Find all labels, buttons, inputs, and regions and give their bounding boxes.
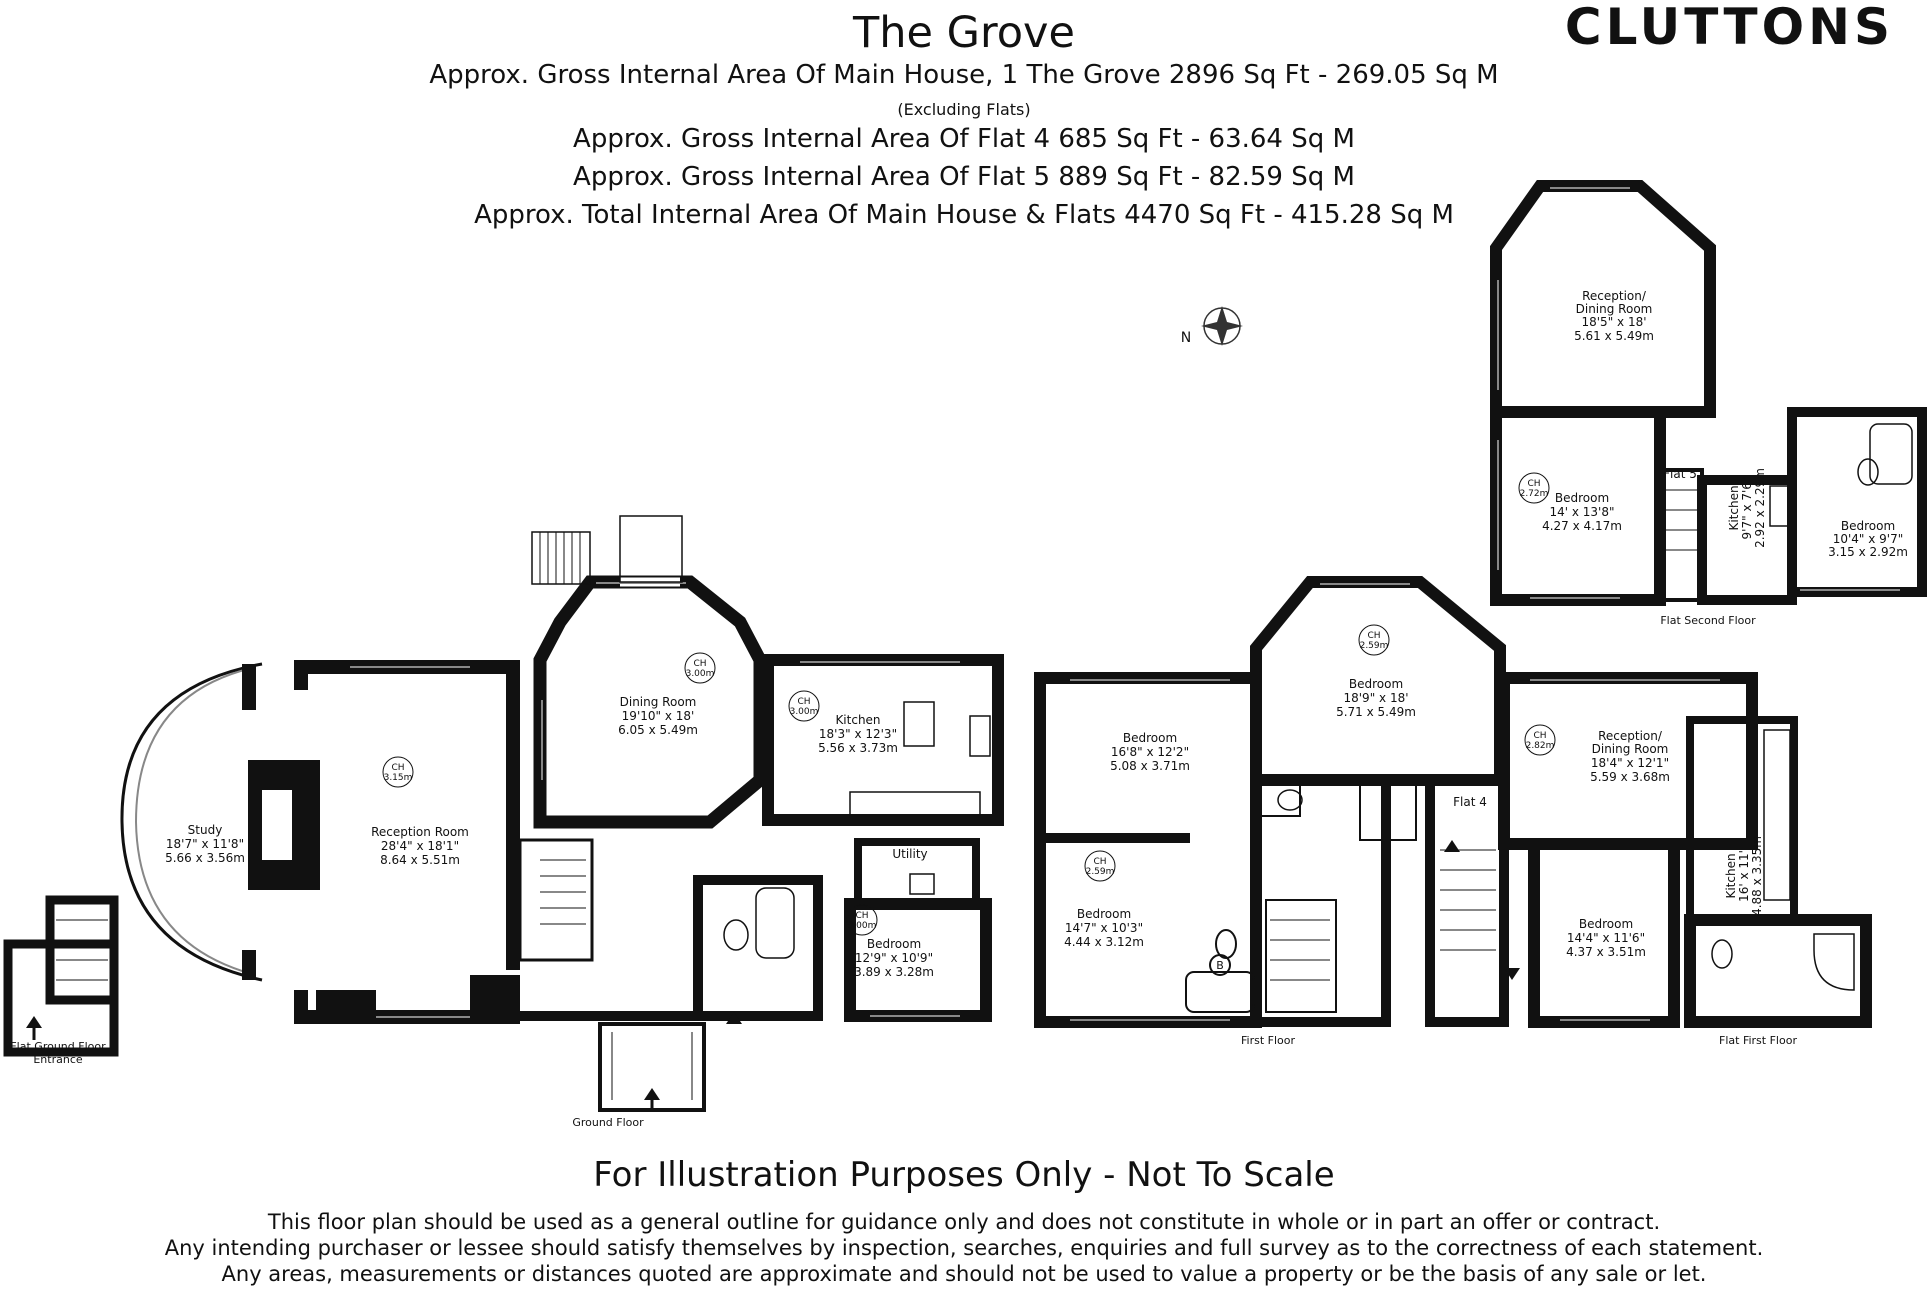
boiler-marker: B	[1216, 959, 1224, 972]
bed2-first-ceiling-height: 2.59m	[1359, 641, 1389, 651]
room-kit-f4-metric: 4.88 x 3.35m	[1750, 836, 1764, 916]
bed-f5a-ceiling-height: 2.72m	[1519, 489, 1549, 499]
ch-prefix: CH	[797, 697, 811, 707]
room-rec-f4-name: Reception/	[1598, 729, 1662, 743]
main-house-area: Approx. Gross Internal Area Of Main House, 1 The Grove 2896 Sq Ft - 269.05 Sq M	[429, 60, 1499, 90]
room-bed1-first-name: Bedroom	[1122, 731, 1178, 745]
ch-prefix: CH	[1093, 857, 1107, 867]
ground-floor-plan	[8, 516, 998, 1110]
room-kitchen-metric: 5.56 x 3.73m	[818, 741, 898, 755]
room-bed1-first-imperial: 16'8" x 12'2"	[1110, 745, 1190, 759]
room-bed2-first-name: Bedroom	[1348, 677, 1404, 691]
ch-prefix: CH	[693, 659, 707, 669]
flat5-area: Approx. Gross Internal Area Of Flat 5 889 Sq Ft - 82.59 Sq M	[573, 162, 1355, 192]
cluttons-logo: CLUTTONS	[1564, 0, 1894, 56]
room-bed3-first-metric: 4.44 x 3.12m	[1064, 935, 1144, 949]
room-study-metric: 5.66 x 3.56m	[165, 851, 245, 865]
room-bed-f5a-name: Bedroom	[1554, 491, 1610, 505]
room-rec-f5-imperial: 18'5" x 18'	[1581, 315, 1647, 329]
disclaimer-headline: For Illustration Purposes Only - Not To Scale	[593, 1155, 1335, 1195]
room-bed-f5b-name: Bedroom	[1840, 519, 1896, 533]
room-kit-f5-imperial: 9'7" x 7'6"	[1740, 476, 1754, 540]
room-reception-name: Reception Room	[371, 825, 469, 839]
room-utility-name: Utility	[892, 847, 928, 861]
compass-icon	[1181, 306, 1243, 346]
room-kitchen-name: Kitchen	[835, 713, 881, 727]
room-rec-f4-metric: 5.59 x 3.68m	[1590, 770, 1670, 784]
room-reception-imperial: 28'4" x 18'1"	[380, 839, 460, 853]
flat4-area: Approx. Gross Internal Area Of Flat 4 685 Sq Ft - 63.64 Sq M	[573, 124, 1355, 154]
room-kit-f4-imperial: 16' x 11'	[1737, 850, 1751, 902]
room-bed3-first-imperial: 14'7" x 10'3"	[1064, 921, 1144, 935]
dining-ceiling-height: 3.00m	[685, 669, 715, 679]
room-bed-f4-name: Bedroom	[1578, 917, 1634, 931]
reception-ceiling-height: 3.15m	[383, 773, 413, 783]
disclaimer-line-3: Any areas, measurements or distances quoted are approximate and should not be used to value a property or be the basis of any sale or let.	[221, 1262, 1707, 1286]
ch-prefix: CH	[1527, 479, 1541, 489]
rec-f4-ceiling-height: 2.82m	[1525, 741, 1555, 751]
room-bed-f5a-metric: 4.27 x 4.17m	[1542, 519, 1622, 533]
plan-title: The Grove	[853, 8, 1075, 58]
disclaimer-line-1: This floor plan should be used as a general outline for guidance only and does not constitute in whole or in part an offer or contract.	[267, 1210, 1661, 1234]
room-rec-f4-name2: Dining Room	[1591, 742, 1669, 756]
compass-north-label: N	[1180, 330, 1192, 346]
room-bed-f5b-imperial: 10'4" x 9'7"	[1832, 532, 1904, 546]
room-bed3-first-name: Bedroom	[1076, 907, 1132, 921]
label-flat-first-floor: Flat First Floor	[1719, 1034, 1797, 1047]
excluding-flats-note: (Excluding Flats)	[897, 100, 1031, 119]
label-first-floor: First Floor	[1240, 1034, 1296, 1047]
room-bedroom-ground-metric: 3.89 x 3.28m	[854, 965, 934, 979]
room-bed2-first-metric: 5.71 x 5.49m	[1336, 705, 1416, 719]
bedroom-ground-ceiling-height: 3.00m	[847, 921, 877, 931]
room-bedroom-ground-name: Bedroom	[866, 937, 922, 951]
room-bed-f4-metric: 4.37 x 3.51m	[1566, 945, 1646, 959]
ch-prefix: CH	[855, 911, 869, 921]
label-flat-ground-floor: Flat Ground Floor	[10, 1040, 106, 1053]
room-kit-f5-metric: 2.92 x 2.29m	[1753, 468, 1767, 548]
room-study-name: Study	[187, 823, 223, 837]
room-bed1-first-metric: 5.08 x 3.71m	[1110, 759, 1190, 773]
room-dining-imperial: 19'10" x 18'	[621, 709, 695, 723]
room-rec-f4-imperial: 18'4" x 12'1"	[1590, 756, 1670, 770]
total-area: Approx. Total Internal Area Of Main House & Flats 4470 Sq Ft - 415.28 Sq M	[474, 200, 1454, 230]
room-rec-f5-name2: Dining Room	[1575, 302, 1653, 316]
room-bed-f5a-imperial: 14' x 13'8"	[1549, 505, 1615, 519]
room-dining-metric: 6.05 x 5.49m	[618, 723, 698, 737]
room-dining-name: Dining Room	[619, 695, 697, 709]
room-kitchen-imperial: 18'3" x 12'3"	[818, 727, 898, 741]
kitchen-ceiling-height: 3.00m	[789, 707, 819, 717]
label-ground-floor: Ground Floor	[572, 1116, 644, 1129]
bed3-first-ceiling-height: 2.59m	[1085, 867, 1115, 877]
room-study-imperial: 18'7" x 11'8"	[165, 837, 245, 851]
room-bed-f4-imperial: 14'4" x 11'6"	[1566, 931, 1646, 945]
ch-prefix: CH	[1533, 731, 1547, 741]
label-flat-ground-entrance: Entrance	[33, 1053, 83, 1066]
room-rec-f5-metric: 5.61 x 5.49m	[1574, 329, 1654, 343]
disclaimer-line-2: Any intending purchaser or lessee should satisfy themselves by inspection, searches, enquiries and full survey as to the correctness of each statement.	[164, 1236, 1764, 1260]
flat5-label: Flat 5	[1663, 467, 1697, 481]
label-flat-second-floor: Flat Second Floor	[1660, 614, 1756, 627]
ch-prefix: CH	[391, 763, 405, 773]
flat4-label: Flat 4	[1453, 795, 1487, 809]
room-bed-f5b-metric: 3.15 x 2.92m	[1828, 545, 1908, 559]
room-bed2-first-imperial: 18'9" x 18'	[1343, 691, 1409, 705]
room-rec-f5-name: Reception/	[1582, 289, 1646, 303]
ch-prefix: CH	[1367, 631, 1381, 641]
room-reception-metric: 8.64 x 5.51m	[380, 853, 460, 867]
room-kit-f4-name: Kitchen	[1724, 853, 1738, 899]
room-bedroom-ground-imperial: 12'9" x 10'9"	[854, 951, 934, 965]
room-kit-f5-name: Kitchen	[1727, 485, 1741, 531]
